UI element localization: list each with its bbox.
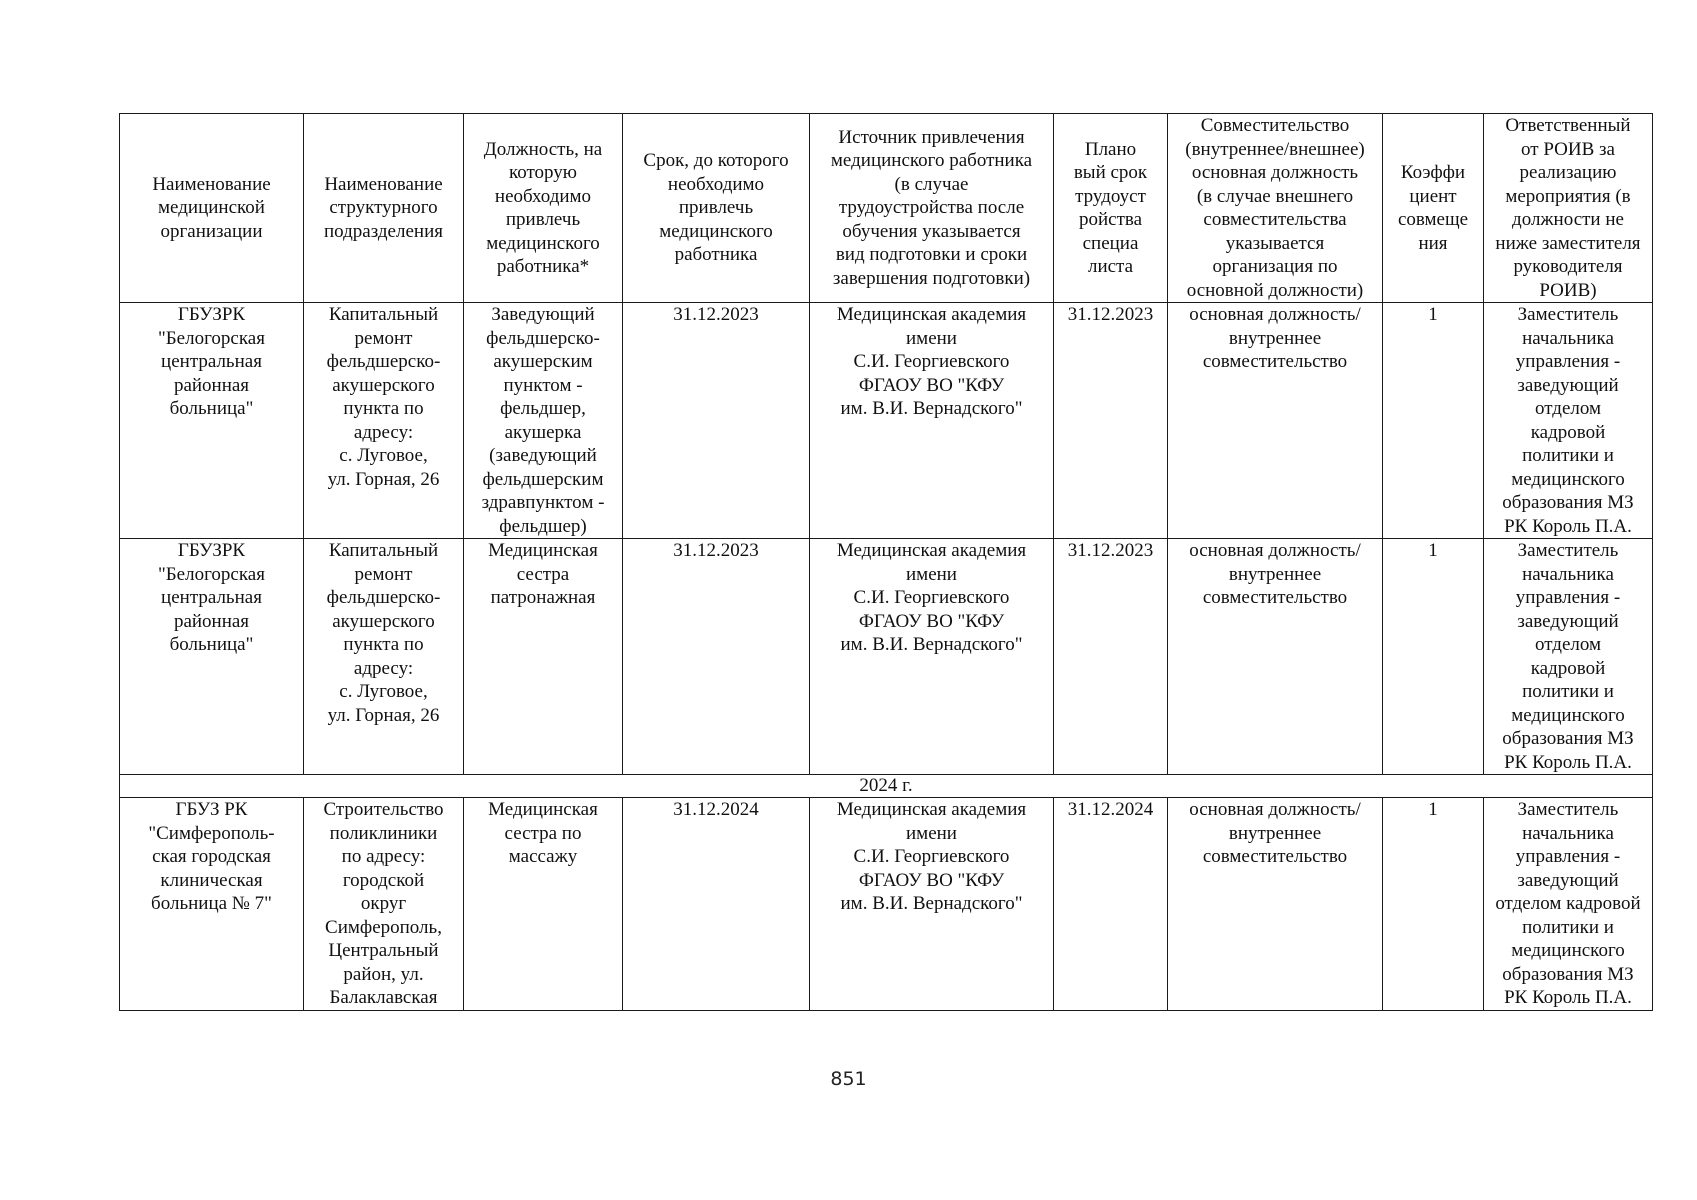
cell-line: заведующий <box>1517 374 1619 396</box>
cell-line: ГБУЗ РК <box>175 799 248 820</box>
cell-position <box>464 539 623 775</box>
cell-line: структурного <box>329 197 438 219</box>
cell-line: здравпунктом - <box>481 492 605 513</box>
cell-line: трудоуст <box>1075 185 1146 207</box>
cell-line: адресу: <box>353 421 414 443</box>
cell-line: вид подготовки и сроки <box>835 244 1028 266</box>
cell-line: начальника <box>1522 563 1614 585</box>
cell-line: начальника <box>1522 822 1614 844</box>
cell-line: Медицинская <box>488 540 598 561</box>
cell-line: организация по <box>1212 256 1338 277</box>
cell-line: необходимо <box>667 173 765 195</box>
cell-deadline <box>623 303 810 539</box>
cell-line: округ <box>360 893 407 914</box>
cell-line: патронажная <box>490 587 596 608</box>
cell-line: совмеще <box>1397 209 1469 230</box>
cell-position <box>464 798 623 1011</box>
header-deadline <box>623 114 810 303</box>
header-structural-unit <box>304 114 464 303</box>
cell-line: РК Король П.А. <box>1504 987 1632 1008</box>
cell-line: Заместитель <box>1517 304 1619 325</box>
staffing-table <box>119 113 1653 1011</box>
cell-line: Медицинская <box>488 799 598 820</box>
cell-line: с. Луговое, <box>339 445 428 466</box>
cell-line: фельдшерско- <box>326 351 441 372</box>
cell-organization-name <box>120 303 304 539</box>
cell-line: сестра по <box>504 822 582 844</box>
cell-line: с. Луговое, <box>339 681 428 702</box>
cell-line: (внутреннее/внешнее) <box>1185 138 1365 160</box>
cell-line: "Белогорская <box>158 327 265 349</box>
cell-line: поликлиники <box>329 822 438 844</box>
cell-structural-unit <box>304 798 464 1011</box>
cell-line: привлечь <box>505 209 581 230</box>
cell-line: Источник привлечения <box>838 126 1025 148</box>
cell-line: (заведующий <box>489 445 597 466</box>
cell-line: отделом <box>1534 634 1602 655</box>
cell-line: 1 <box>1428 799 1438 820</box>
cell-line: по адресу: <box>341 846 426 867</box>
cell-organization-name <box>120 798 304 1011</box>
cell-line: листа <box>1087 256 1134 277</box>
cell-combination-coefficient <box>1383 303 1484 539</box>
cell-line: политики и <box>1522 916 1614 938</box>
cell-line: пункта по <box>343 634 424 655</box>
cell-line: указывается <box>1225 232 1325 254</box>
cell-line: начальника <box>1522 327 1614 349</box>
cell-line: акушерского <box>332 374 435 396</box>
cell-line: ройства <box>1078 209 1143 230</box>
cell-line: медицинского работника <box>830 150 1033 172</box>
cell-line: больница № 7" <box>151 893 272 914</box>
cell-line: которую <box>508 162 577 183</box>
header-combination-coefficient <box>1383 114 1484 303</box>
cell-line: ФГАОУ ВО "КФУ <box>858 869 1005 891</box>
header-responsible-person <box>1484 114 1653 303</box>
header-organization-name <box>120 114 304 303</box>
header-planned-date <box>1054 114 1168 303</box>
cell-line: им. В.И. Вернадского" <box>840 893 1023 914</box>
cell-deadline <box>623 798 810 1011</box>
cell-line: основная должность/ <box>1189 304 1361 325</box>
page-number: 851 <box>830 1068 867 1090</box>
cell-line: акушерского <box>332 610 435 632</box>
cell-recruitment-source <box>810 303 1054 539</box>
cell-line: медицинского <box>1511 468 1625 490</box>
cell-line: больница" <box>169 634 254 655</box>
cell-line: Наименование <box>324 173 443 195</box>
cell-line: 31.12.2023 <box>1067 304 1154 325</box>
cell-line: от РОИВ за <box>1521 138 1615 160</box>
cell-line: ГБУЗРК <box>177 304 246 325</box>
cell-responsible-person <box>1484 798 1653 1011</box>
cell-line: район, ул. <box>343 963 424 985</box>
cell-line: ФГАОУ ВО "КФУ <box>858 610 1005 632</box>
table-row <box>120 798 1653 1011</box>
cell-line: РОИВ) <box>1539 279 1597 301</box>
cell-line: обучения указывается <box>842 220 1021 242</box>
cell-line: необходимо <box>494 185 592 207</box>
cell-line: заведующий <box>1517 869 1619 891</box>
cell-line: трудоустройства после <box>838 197 1025 219</box>
cell-line: клиническая <box>160 869 263 891</box>
cell-line: фельдшер) <box>499 515 587 537</box>
cell-line: Должность, на <box>483 138 603 160</box>
cell-line: фельдшерско- <box>486 327 600 349</box>
cell-line: ремонт <box>354 327 413 349</box>
cell-line: ния <box>1418 232 1448 254</box>
cell-line: Заведующий <box>491 304 595 325</box>
cell-line: адресу: <box>353 657 414 679</box>
cell-responsible-person <box>1484 303 1653 539</box>
cell-line: Коэффи <box>1400 162 1466 183</box>
cell-line: основная должность/ <box>1189 540 1361 561</box>
cell-line: завершения подготовки) <box>832 267 1031 289</box>
cell-line: С.И. Георгиевского <box>853 846 1010 867</box>
cell-line: циент <box>1409 185 1457 207</box>
cell-line: основной должности) <box>1186 279 1364 301</box>
cell-combination-type <box>1168 303 1383 539</box>
cell-line: 31.12.2023 <box>673 540 759 561</box>
cell-position <box>464 303 623 539</box>
cell-line: (в случае <box>894 173 969 195</box>
cell-line: Медицинская академия <box>836 540 1027 561</box>
header-recruitment-source <box>810 114 1054 303</box>
cell-line: специа <box>1082 232 1139 254</box>
cell-deadline <box>623 539 810 775</box>
cell-line: Медицинская академия <box>836 304 1027 325</box>
cell-line: РК Король П.А. <box>1504 515 1632 537</box>
cell-line: 31.12.2023 <box>673 304 759 325</box>
table-row <box>120 303 1653 539</box>
cell-line: управления - <box>1515 587 1621 608</box>
cell-line: подразделения <box>324 220 443 242</box>
cell-line: образования МЗ <box>1502 492 1634 513</box>
cell-line: медицинского <box>1511 940 1625 961</box>
cell-line: имени <box>906 822 957 844</box>
cell-line: "Симферополь- <box>148 822 275 844</box>
cell-line: руководителя <box>1513 256 1623 277</box>
cell-line: Плано <box>1084 138 1137 160</box>
cell-line: должности не <box>1512 209 1624 230</box>
cell-line: медицинской <box>158 197 265 219</box>
table-row <box>120 539 1653 775</box>
cell-line: РК Король П.А. <box>1504 751 1632 773</box>
cell-recruitment-source <box>810 539 1054 775</box>
header-combination-type <box>1168 114 1383 303</box>
cell-line: вый срок <box>1073 162 1148 183</box>
cell-combination-coefficient <box>1383 539 1484 775</box>
cell-line: массажу <box>508 846 578 867</box>
cell-line: Заместитель <box>1517 540 1619 561</box>
cell-line: Заместитель <box>1517 799 1619 820</box>
cell-structural-unit <box>304 539 464 775</box>
cell-line: Балаклавская <box>329 987 438 1008</box>
cell-line: образования МЗ <box>1502 963 1634 985</box>
cell-line: Медицинская академия <box>836 799 1027 820</box>
cell-line: медицинского <box>659 220 773 242</box>
cell-line: совместительство <box>1202 351 1348 372</box>
cell-line: районная <box>173 610 250 632</box>
cell-line: "Белогорская <box>158 563 265 585</box>
cell-line: им. В.И. Вернадского" <box>840 634 1023 655</box>
cell-line: имени <box>906 563 957 585</box>
cell-line: политики и <box>1522 445 1614 466</box>
cell-line: привлечь <box>678 197 754 219</box>
cell-line: фельдшерско- <box>326 587 441 608</box>
cell-structural-unit <box>304 303 464 539</box>
cell-line: внутреннее <box>1228 822 1322 844</box>
cell-line: районная <box>173 374 250 396</box>
cell-line: совместительство <box>1202 846 1348 867</box>
cell-recruitment-source <box>810 798 1054 1011</box>
cell-line: ФГАОУ ВО "КФУ <box>858 374 1005 396</box>
cell-line: Центральный <box>328 940 439 961</box>
header-position <box>464 114 623 303</box>
year-label: 2024 г. <box>120 775 1653 798</box>
cell-line: работника* <box>496 256 590 277</box>
cell-responsible-person <box>1484 539 1653 775</box>
cell-line: ул. Горная, 26 <box>327 468 440 490</box>
cell-line: Капитальный <box>328 540 439 561</box>
cell-line: мероприятия (в <box>1505 185 1631 207</box>
cell-line: Капитальный <box>328 304 439 325</box>
cell-line: Ответственный <box>1505 115 1631 136</box>
cell-line: акушерка <box>504 421 582 443</box>
cell-line: ремонт <box>354 563 413 585</box>
cell-line: 31.12.2024 <box>673 799 759 820</box>
cell-line: Симферополь, <box>325 916 442 938</box>
cell-line: 31.12.2023 <box>1067 540 1154 561</box>
cell-line: 31.12.2024 <box>1067 799 1154 820</box>
cell-line: больница" <box>169 398 254 419</box>
cell-planned-date <box>1054 798 1168 1011</box>
cell-line: внутреннее <box>1228 563 1322 585</box>
cell-line: фельдшер, <box>500 398 586 419</box>
cell-line: основная должность/ <box>1189 799 1361 820</box>
cell-organization-name <box>120 539 304 775</box>
cell-line: 1 <box>1428 304 1438 325</box>
cell-line: образования МЗ <box>1502 728 1634 749</box>
cell-line: фельдшерским <box>482 468 604 490</box>
cell-line: Строительство <box>323 799 444 820</box>
cell-line: кадровой <box>1530 421 1606 443</box>
cell-combination-type <box>1168 539 1383 775</box>
cell-line: С.И. Георгиевского <box>853 587 1010 608</box>
cell-line: городской <box>342 869 425 891</box>
cell-line: ул. Горная, 26 <box>327 704 440 726</box>
cell-line: управления - <box>1515 846 1621 867</box>
table-header-row <box>120 114 1653 303</box>
cell-line: управления - <box>1515 351 1621 372</box>
cell-line: С.И. Георгиевского <box>853 351 1010 372</box>
cell-line: основная должность <box>1191 162 1359 183</box>
cell-line: кадровой <box>1530 657 1606 679</box>
cell-line: заведующий <box>1517 610 1619 632</box>
cell-line: Совместительство <box>1200 115 1350 136</box>
cell-line: медицинского <box>1511 704 1625 726</box>
cell-line: им. В.И. Вернадского" <box>840 398 1023 419</box>
cell-line: совместительство <box>1202 587 1348 608</box>
cell-line: сестра <box>516 563 570 585</box>
cell-combination-type <box>1168 798 1383 1011</box>
cell-line: отделом <box>1534 398 1602 419</box>
cell-line: ниже заместителя <box>1495 232 1641 254</box>
cell-combination-coefficient <box>1383 798 1484 1011</box>
cell-line: 1 <box>1428 540 1438 561</box>
cell-line: пунктом - <box>503 374 583 396</box>
cell-line: центральная <box>161 587 262 608</box>
cell-line: медицинского <box>486 232 600 254</box>
cell-line: центральная <box>161 351 262 372</box>
cell-line: имени <box>906 327 957 349</box>
cell-line: политики и <box>1522 681 1614 702</box>
cell-line: реализацию <box>1519 162 1617 183</box>
cell-planned-date <box>1054 303 1168 539</box>
cell-line: (в случае внешнего <box>1196 185 1354 207</box>
cell-line: совместительства <box>1203 209 1347 230</box>
cell-line: отделом кадровой <box>1495 893 1641 914</box>
cell-line: Срок, до которого <box>643 150 789 172</box>
cell-line: ГБУЗРК <box>177 540 246 561</box>
year-separator-row <box>120 775 1653 798</box>
cell-line: организации <box>160 220 263 242</box>
cell-planned-date <box>1054 539 1168 775</box>
cell-line: работника <box>674 244 758 266</box>
cell-line: ская городская <box>152 846 271 867</box>
cell-line: акушерским <box>493 351 593 372</box>
cell-line: Наименование <box>152 173 271 195</box>
cell-line: пункта по <box>343 398 424 419</box>
cell-line: внутреннее <box>1228 327 1322 349</box>
